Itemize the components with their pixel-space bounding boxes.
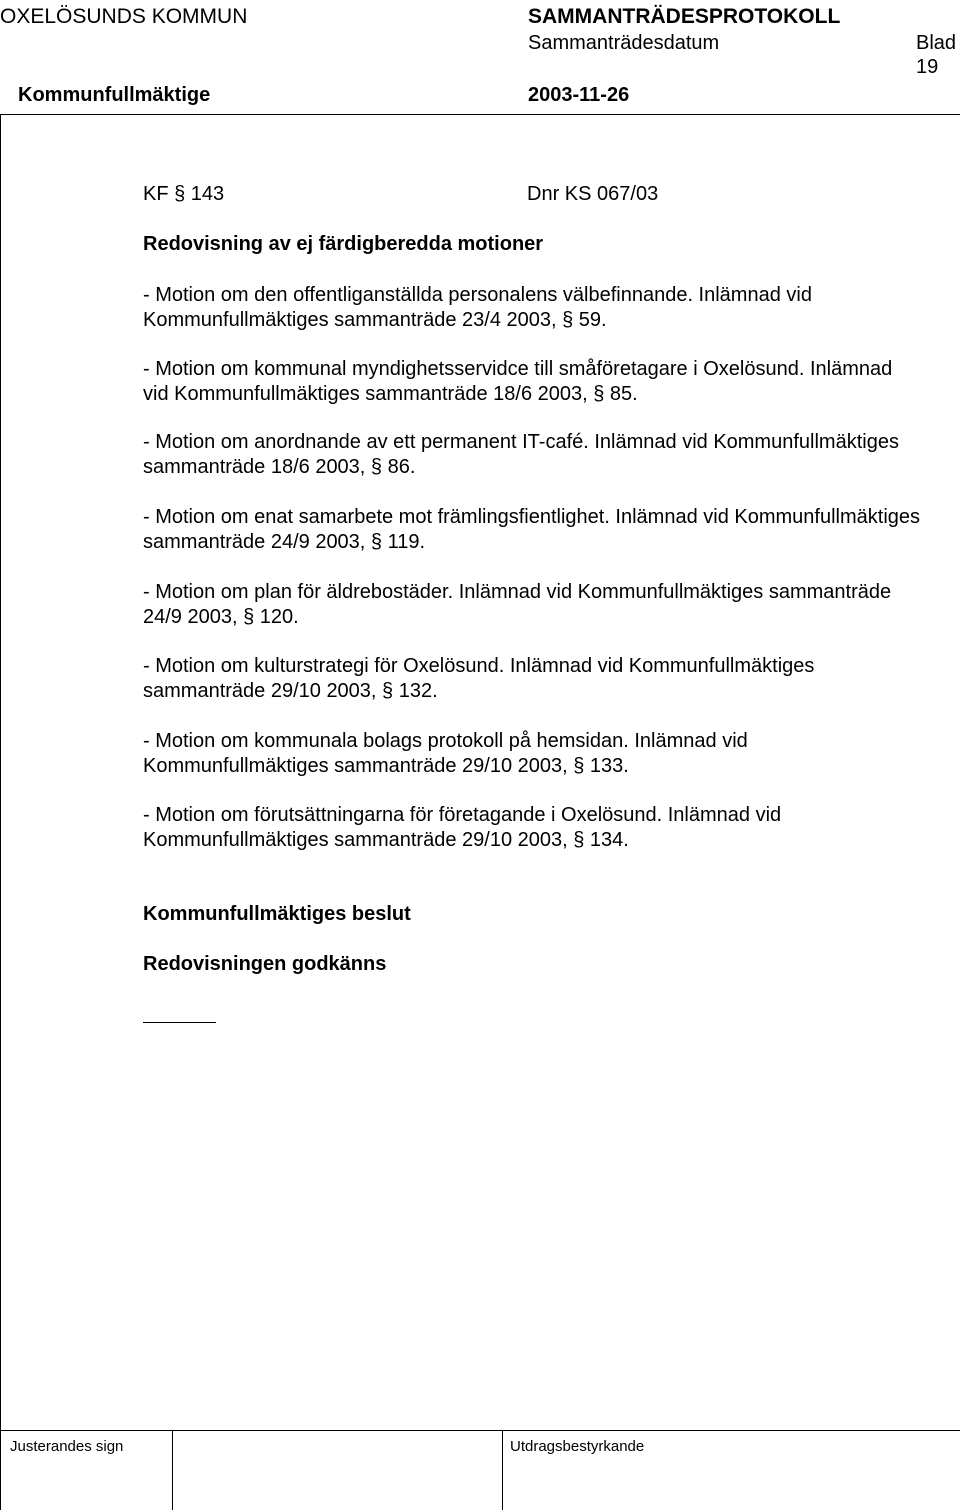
- date-label: Sammanträdesdatum: [528, 32, 720, 54]
- page-number: 19: [916, 56, 939, 78]
- end-line: [143, 1022, 216, 1023]
- organization-name: OXELÖSUNDS KOMMUN: [0, 5, 248, 28]
- header-rule: [0, 114, 960, 115]
- motion-item: - Motion om anordnande av ett permanent IT-café. Inlämnad vid Kommunfullmäktiges sammanträde 18/6 2003, § 86.: [143, 431, 899, 478]
- meeting-date: 2003-11-26: [528, 84, 630, 106]
- left-margin-rule: [0, 114, 1, 1430]
- motion-item: - Motion om enat samarbete mot främlingsfientlighet. Inlämnad vid Kommunfullmäktiges sammanträde 24/9 2003, § 119.: [143, 506, 921, 553]
- section-id: KF § 143: [143, 183, 225, 205]
- document-type: SAMMANTRÄDESPROTOKOLL: [528, 5, 841, 28]
- page-label: Blad: [916, 32, 957, 54]
- footer-divider-1: [172, 1430, 173, 1510]
- motion-item: - Motion om den offentliganställda personalens välbefinnande. Inlämnad vid Kommunfullmäktiges sammanträde 23/4 2003, § 59.: [143, 284, 812, 331]
- assembly-name: Kommunfullmäktige: [18, 84, 211, 106]
- utdragsbestyrkande-label: Utdragsbestyrkande: [510, 1438, 645, 1455]
- motion-item: - Motion om kommunala bolags protokoll på hemsidan. Inlämnad vid Kommunfullmäktiges sammanträde 29/10 2003, § 133.: [143, 730, 748, 777]
- footer-box: [0, 1430, 960, 1511]
- motion-item: - Motion om förutsättningarna för företagande i Oxelösund. Inlämnad vid Kommunfullmäktiges sammanträde 29/10 2003, § 134.: [143, 804, 782, 851]
- decision-text: Redovisningen godkänns: [143, 953, 387, 975]
- footer-divider-2: [502, 1430, 503, 1510]
- motion-item: - Motion om kommunal myndighetsservidce till småföretagare i Oxelösund. Inlämnad vid Kommunfullmäktiges sammanträde 18/6 2003, § 85.: [143, 358, 893, 405]
- section-title: Redovisning av ej färdigberedda motioner: [143, 233, 544, 255]
- case-number: Dnr KS 067/03: [527, 183, 659, 205]
- motion-item: - Motion om kulturstrategi för Oxelösund. Inlämnad vid Kommunfullmäktiges sammanträde 29/10 2003, § 132.: [143, 655, 815, 702]
- decision-heading: Kommunfullmäktiges beslut: [143, 903, 411, 925]
- justerandes-sign-label: Justerandes sign: [10, 1438, 124, 1455]
- footer-left-border: [0, 1430, 1, 1510]
- motion-item: - Motion om plan för äldrebostäder. Inlämnad vid Kommunfullmäktiges sammanträde 24/9 2003, § 120.: [143, 581, 892, 628]
